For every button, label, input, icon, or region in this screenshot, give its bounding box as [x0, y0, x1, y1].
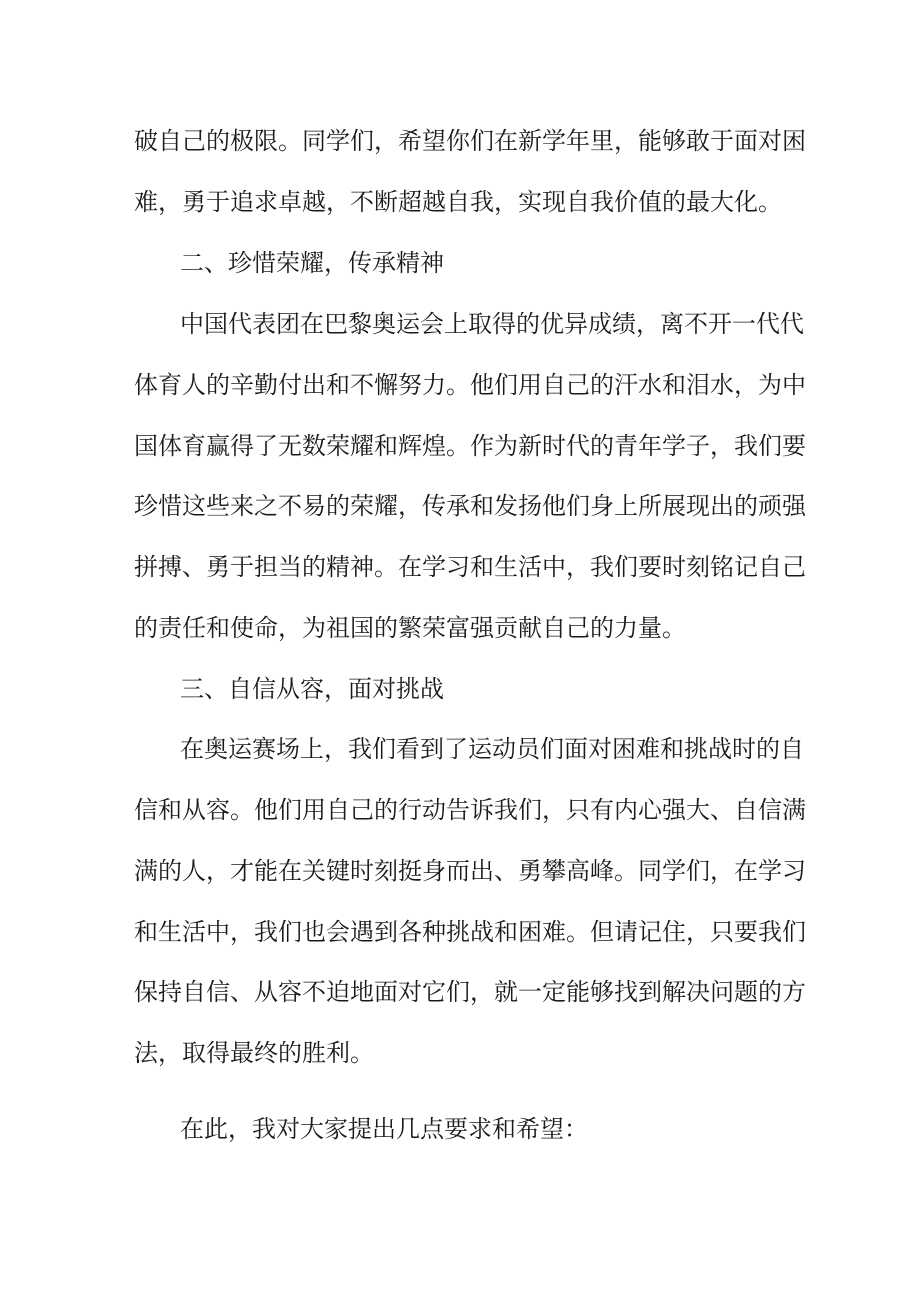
paragraph-line: 体育人的辛勤付出和不懈努力。他们用自己的汗水和泪水，为中: [134, 371, 806, 399]
paragraph-line: 的责任和使命，为祖国的繁荣富强贡献自己的力量。: [134, 614, 686, 642]
paragraph-line: 难，勇于追求卓越，不断超越自我，实现自我价值的最大化。: [134, 188, 782, 216]
closing-line: 在此，我对大家提出几点要求和希望：: [180, 1115, 588, 1143]
section-heading-2: 二、珍惜荣耀，传承精神: [180, 249, 444, 277]
paragraph-line: 破自己的极限。同学们，希望你们在新学年里，能够敢于面对困: [134, 127, 806, 155]
paragraph-line: 在奥运赛场上，我们看到了运动员们面对困难和挑战时的自: [180, 735, 804, 763]
paragraph-line: 珍惜这些来之不易的荣耀，传承和发扬他们身上所展现出的顽强: [134, 492, 806, 520]
paragraph-line: 满的人，才能在关键时刻挺身而出、勇攀高峰。同学们，在学习: [134, 857, 806, 885]
paragraph-line: 拼搏、勇于担当的精神。在学习和生活中，我们要时刻铭记自己: [134, 553, 806, 581]
paragraph-line: 法，取得最终的胜利。: [134, 1039, 374, 1067]
paragraph-line: 和生活中，我们也会遇到各种挑战和困难。但请记住，只要我们: [134, 918, 806, 946]
paragraph-line: 信和从容。他们用自己的行动告诉我们，只有内心强大、自信满: [134, 796, 806, 824]
section-heading-3: 三、自信从容，面对挑战: [180, 675, 444, 703]
paragraph-line: 中国代表团在巴黎奥运会上取得的优异成绩，离不开一代代: [180, 310, 804, 338]
paragraph-line: 国体育赢得了无数荣耀和辉煌。作为新时代的青年学子，我们要: [134, 432, 806, 460]
paragraph-line: 保持自信、从容不迫地面对它们，就一定能够找到解决问题的方: [134, 978, 806, 1006]
